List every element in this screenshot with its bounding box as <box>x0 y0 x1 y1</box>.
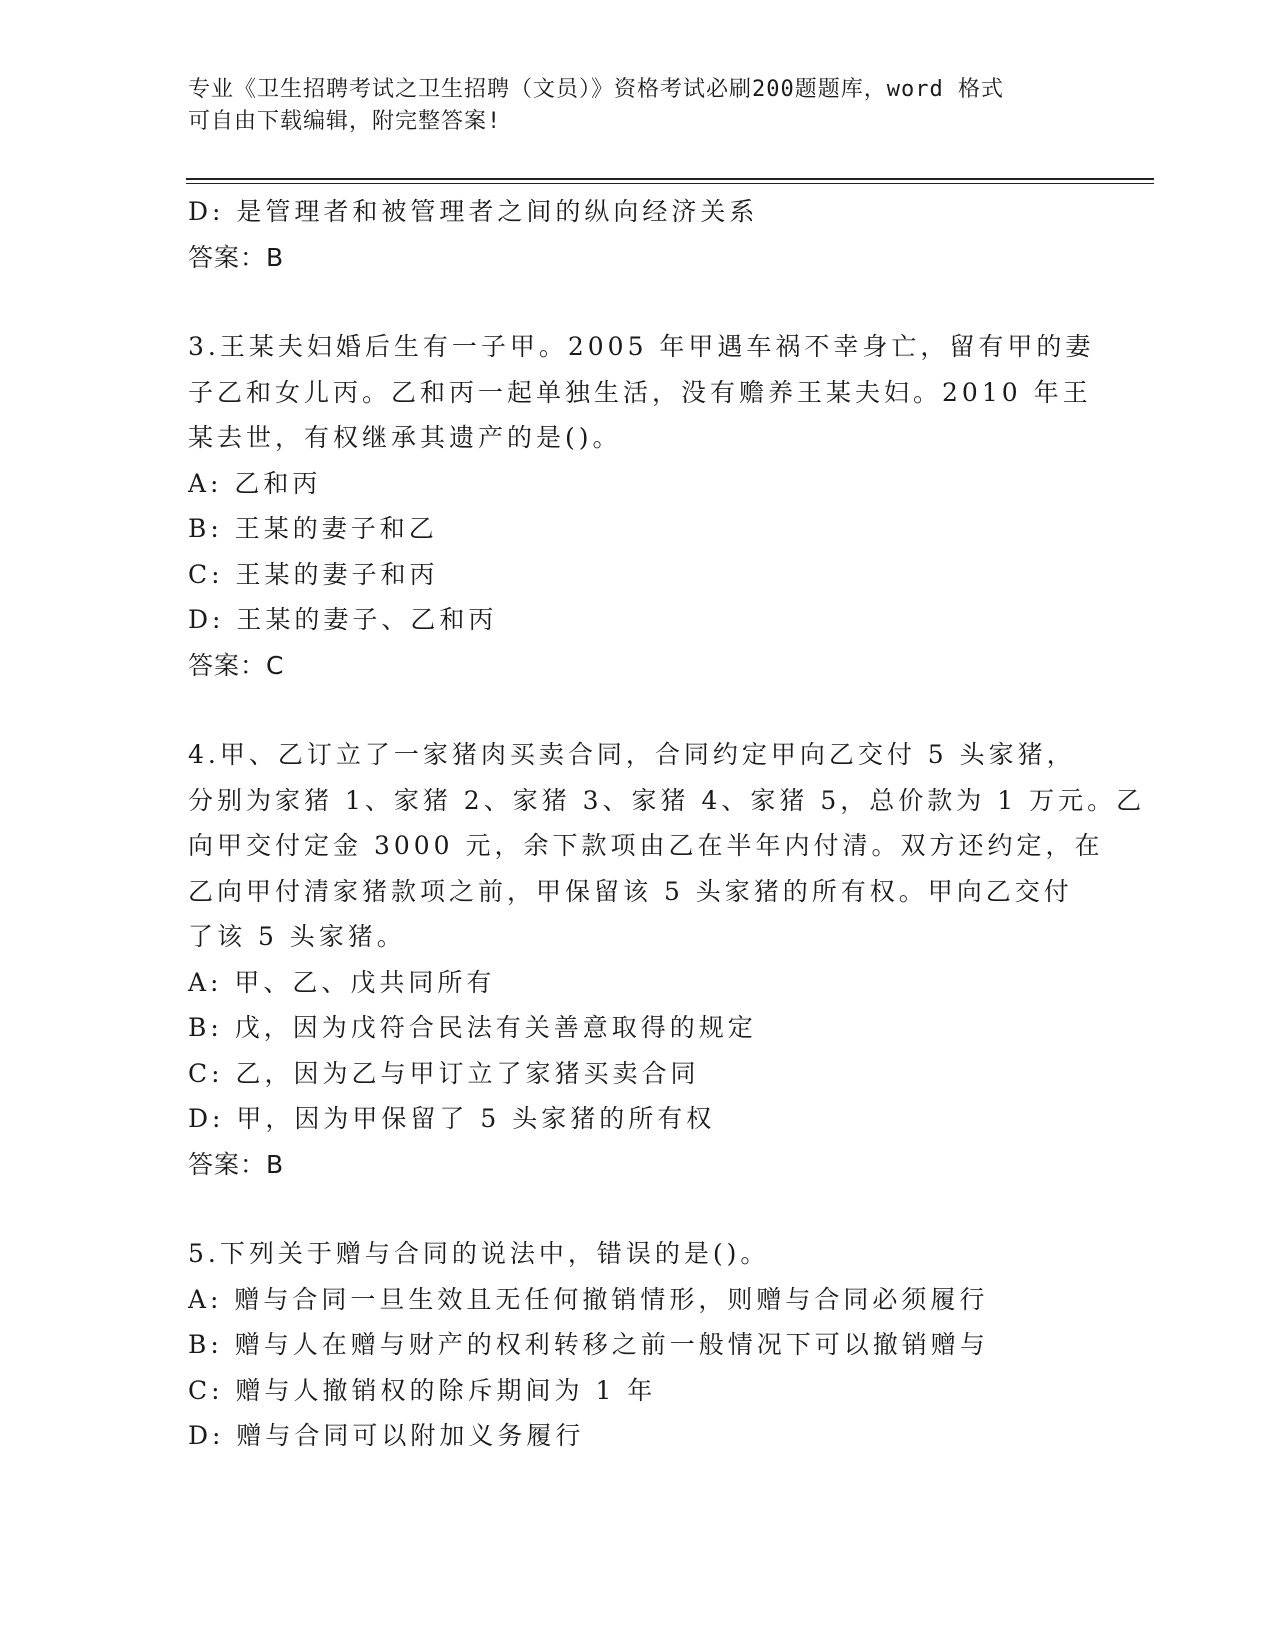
q5-option-c: C: 赠与人撤销权的除斥期间为 1 年 <box>188 1375 657 1405</box>
q5-option-a: A: 赠与合同一旦生效且无任何撤销情形，则赠与合同必须履行 <box>188 1284 989 1314</box>
q3-option-a: A: 乙和丙 <box>188 468 322 498</box>
q4-stem-line: 乙向甲付清家猪款项之前，甲保留该 5 头家猪的所有权。甲向乙交付 <box>188 876 1073 906</box>
question-4 <box>188 732 1146 1187</box>
q3-stem-line: 某去世，有权继承其遗产的是()。 <box>188 423 622 452</box>
q3-option-c: C: 王某的妻子和丙 <box>188 559 439 589</box>
q4-answer: 答案：B <box>188 1149 285 1179</box>
q5-stem-line: 5.下列关于赠与合同的说法中，错误的是()。 <box>188 1239 770 1268</box>
q4-option-d: D: 甲，因为甲保留了 5 头家猪的所有权 <box>188 1104 716 1133</box>
document-header <box>188 74 1088 138</box>
q4-option-c: C: 乙，因为乙与甲订立了家猪买卖合同 <box>188 1058 700 1088</box>
q4-stem-line: 了该 5 头家猪。 <box>188 922 406 951</box>
q4-option-b: B: 戊，因为戊符合民法有关善意取得的规定 <box>188 1013 757 1042</box>
header-divider-thick <box>186 178 1154 180</box>
q5-option-b: B: 赠与人在赠与财产的权利转移之前一般情况下可以撤销赠与 <box>188 1330 989 1359</box>
question-3 <box>188 324 1095 688</box>
q5-option-d: D: 赠与合同可以附加义务履行 <box>188 1421 585 1450</box>
q2-option-d: D: 是管理者和被管理者之间的纵向经济关系 <box>188 197 759 226</box>
q4-stem-line: 向甲交付定金 3000 元，余下款项由乙在半年内付清。双方还约定，在 <box>188 831 1104 860</box>
question-list <box>188 189 1146 1459</box>
q3-stem-line: 3.王某夫妇婚后生有一子甲。2005 年甲遇车祸不幸身亡，留有甲的妻 <box>188 332 1095 361</box>
q2-answer: 答案：B <box>188 242 285 272</box>
header-line-2: 可自由下载编辑，附完整答案! <box>188 109 502 134</box>
header-line-1: 专业《卫生招聘考试之卫生招聘（文员）》资格考试必刷200题题库，word 格式 <box>188 77 1004 102</box>
q3-stem-line: 子乙和女儿丙。乙和丙一起单独生活，没有赡养王某夫妇。2010 年王 <box>188 377 1092 407</box>
q3-option-b: B: 王某的妻子和乙 <box>188 514 438 543</box>
q4-option-a: A: 甲、乙、戊共同所有 <box>188 967 496 997</box>
q4-stem-line: 4.甲、乙订立了一家猪肉买卖合同，合同约定甲向乙交付 5 头家猪， <box>188 740 1076 769</box>
question-5 <box>188 1231 1088 1459</box>
question-2 <box>188 189 1088 280</box>
q3-option-d: D: 王某的妻子、乙和丙 <box>188 605 498 634</box>
q4-stem-line: 分别为家猪 1、家猪 2、家猪 3、家猪 4、家猪 5，总价款为 1 万元。乙 <box>188 785 1146 815</box>
header-divider-thin <box>186 183 1154 184</box>
q3-answer: 答案：C <box>188 650 285 680</box>
